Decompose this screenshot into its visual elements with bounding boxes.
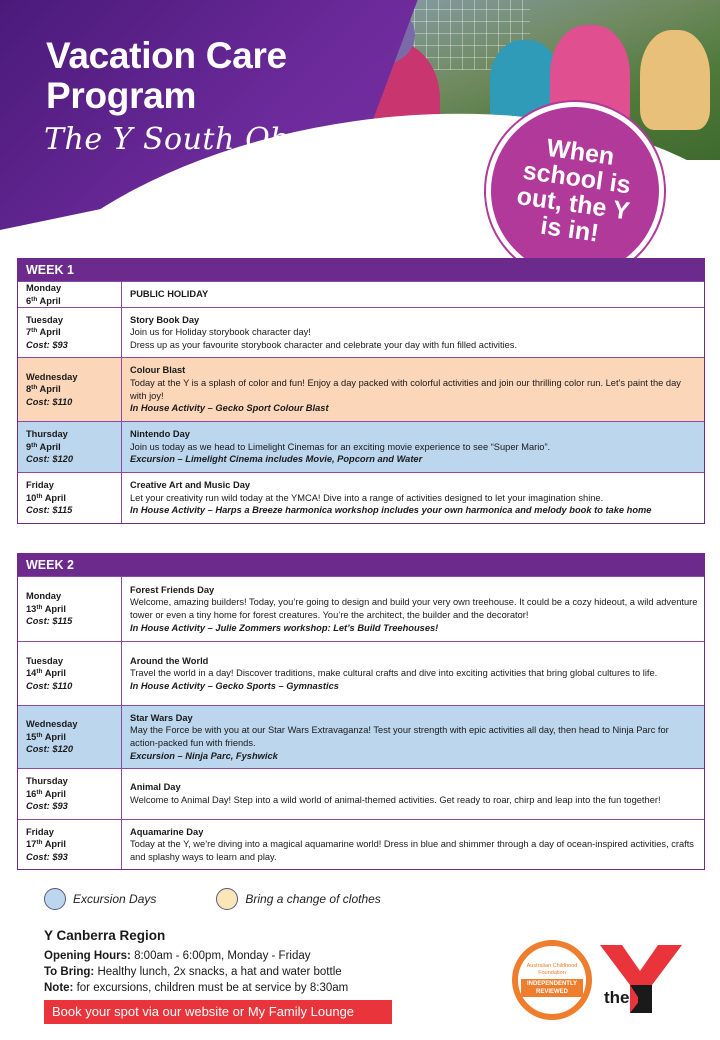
date-cell	[18, 642, 122, 705]
independently-reviewed-seal	[512, 940, 592, 1020]
activity-cell	[122, 642, 704, 705]
date-month: April	[37, 295, 61, 306]
clothes-swatch-icon	[216, 888, 238, 910]
page-title	[46, 36, 287, 116]
day-cost: Cost: $115	[26, 616, 73, 627]
date-month: April	[42, 731, 66, 742]
table-row	[18, 576, 704, 641]
week-1-header: WEEK 1	[18, 259, 704, 281]
day-cost: Cost: $115	[26, 505, 73, 516]
day-date	[26, 326, 121, 339]
activity-note: In House Activity – Gecko Sport Colour Blast	[130, 403, 329, 414]
day-name: Thursday	[26, 429, 68, 440]
activity-title: Animal Day	[130, 782, 181, 793]
activity-cell	[122, 422, 704, 472]
child-figure	[640, 30, 710, 130]
day-cost: Cost: $93	[26, 851, 68, 862]
date-suffix: th	[36, 492, 43, 500]
activity-description: Welcome, amazing builders! Today, you’re going to design and build your very own treehouse. It could be a cozy hideout, a wild adventure tower or even a tiny home for forest creatures. You’re the architect, the builder and the decorator!	[130, 597, 698, 620]
date-month: April	[42, 839, 66, 850]
date-cell	[18, 769, 122, 819]
day-name: Monday	[26, 591, 62, 602]
table-row	[18, 421, 704, 472]
table-row	[18, 307, 704, 357]
seal-org-text: Australian Childhood Foundation	[526, 963, 578, 976]
day-date	[26, 441, 121, 454]
table-row	[18, 281, 704, 307]
date-suffix: th	[36, 731, 43, 739]
activity-cell	[122, 706, 704, 768]
day-date	[26, 295, 121, 308]
date-suffix: th	[31, 327, 38, 335]
table-row	[18, 705, 704, 768]
activity-cell	[122, 577, 704, 641]
date-suffix: th	[36, 839, 43, 847]
date-number: 10	[26, 492, 37, 503]
day-date	[26, 838, 121, 851]
note-label: Note:	[44, 982, 74, 994]
date-suffix: th	[31, 295, 38, 303]
date-month: April	[42, 668, 66, 679]
activity-description: Today at the Y, we’re diving into a magical aquamarine world! Dress in blue and shimmer through a day of ocean-inspired activities, crafts and splashy ways to learn and play.	[130, 839, 694, 862]
activity-description: Dress up as your favourite storybook character and celebrate your day with fun filled activities.	[130, 339, 518, 350]
day-name: Friday	[26, 480, 54, 491]
date-month: April	[37, 384, 61, 395]
day-cost: Cost: $110	[26, 680, 73, 691]
activity-description: Join us for Holiday storybook character day!	[130, 327, 311, 338]
activity-title: Forest Friends Day	[130, 584, 215, 595]
day-date	[26, 788, 121, 801]
date-number: 16	[26, 788, 37, 799]
to-bring	[44, 966, 342, 978]
day-cost: Cost: $93	[26, 339, 68, 350]
activity-cell	[122, 358, 704, 421]
activity-title: PUBLIC HOLIDAY	[130, 289, 209, 300]
date-cell	[18, 473, 122, 523]
day-date	[26, 383, 121, 396]
slogan-text: When school is out, the Y is in!	[515, 133, 633, 248]
date-number: 7	[26, 327, 32, 338]
date-cell	[18, 422, 122, 472]
region-heading: Y Canberra Region	[44, 928, 166, 943]
date-cell	[18, 308, 122, 357]
logo-the-text: the	[604, 988, 630, 1007]
activity-note: Excursion – Ninja Parc, Fyshwick	[130, 750, 278, 761]
date-cell	[18, 282, 122, 307]
hours-value: 8:00am - 6:00pm, Monday - Friday	[130, 950, 311, 962]
date-cell	[18, 820, 122, 869]
day-date	[26, 492, 121, 505]
table-row	[18, 768, 704, 819]
note-value: for excursions, children must be at service by 8:30am	[73, 982, 349, 994]
bring-label: To Bring:	[44, 966, 95, 978]
day-cost: Cost: $120	[26, 454, 74, 465]
date-number: 8	[26, 384, 32, 395]
day-date	[26, 667, 121, 680]
seal-band-text: INDEPENDENTLY REVIEWED	[521, 979, 583, 997]
day-name: Wednesday	[26, 719, 78, 730]
day-name: Tuesday	[26, 314, 64, 325]
hours-label: Opening Hours:	[44, 950, 131, 962]
date-month: April	[42, 492, 66, 503]
week-2-table	[17, 553, 705, 870]
date-number: 9	[26, 441, 32, 452]
activity-title: Star Wars Day	[130, 712, 193, 723]
title-line-2: Program	[46, 75, 197, 116]
activity-note: In House Activity – Gecko Sports – Gymnastics	[130, 680, 339, 691]
activity-description: May the Force be with you at our Star Wars Extravaganza! Test your strength with epic activities all day, then head to Ninja Parc for action-packed fun with friends.	[130, 725, 669, 748]
legend-excursion-label: Excursion Days	[73, 892, 157, 906]
activity-cell	[122, 282, 704, 307]
date-suffix: th	[31, 384, 38, 392]
date-month: April	[42, 603, 66, 614]
date-number: 17	[26, 839, 37, 850]
activity-title: Aquamarine Day	[130, 826, 204, 837]
table-row	[18, 357, 704, 421]
opening-hours	[44, 950, 311, 962]
date-suffix: th	[31, 441, 38, 449]
activity-cell	[122, 820, 704, 869]
activity-title: Creative Art and Music Day	[130, 480, 251, 491]
week-2-header: WEEK 2	[18, 554, 704, 576]
bring-value: Healthy lunch, 2x snacks, a hat and water bottle	[94, 966, 342, 978]
day-name: Friday	[26, 826, 54, 837]
booking-banner[interactable]: Book your spot via our website or My Family Lounge	[44, 1000, 392, 1024]
day-date	[26, 603, 121, 616]
activity-cell	[122, 473, 704, 523]
date-month: April	[37, 441, 61, 452]
activity-cell	[122, 308, 704, 357]
legend-clothes-label: Bring a change of clothes	[245, 892, 381, 906]
day-cost: Cost: $93	[26, 801, 68, 812]
activity-title: Nintendo Day	[130, 429, 190, 440]
date-cell	[18, 358, 122, 421]
activity-note: In House Activity – Julie Zommers workshop: Let’s Build Treehouses!	[130, 622, 439, 633]
week-1-table	[17, 258, 705, 524]
table-row	[18, 819, 704, 869]
day-cost: Cost: $110	[26, 396, 73, 407]
activity-title: Colour Blast	[130, 365, 186, 376]
day-name: Wednesday	[26, 371, 78, 382]
date-number: 13	[26, 603, 37, 614]
activity-cell	[122, 769, 704, 819]
day-name: Thursday	[26, 776, 68, 787]
date-suffix: th	[36, 603, 43, 611]
table-row	[18, 641, 704, 705]
activity-title: Around the World	[130, 655, 209, 666]
excursion-swatch-icon	[44, 888, 66, 910]
date-cell	[18, 706, 122, 768]
activity-description: Travel the world in a day! Discover traditions, make cultural crafts and dive into exciting activities that bring global cultures to life.	[130, 668, 658, 679]
activity-title: Story Book Day	[130, 314, 200, 325]
date-number: 14	[26, 668, 37, 679]
day-name: Tuesday	[26, 655, 64, 666]
legend	[44, 888, 441, 910]
date-month: April	[42, 788, 66, 799]
date-cell	[18, 577, 122, 641]
table-row	[18, 472, 704, 523]
date-month: April	[37, 327, 61, 338]
date-suffix: th	[36, 668, 43, 676]
day-date	[26, 731, 121, 744]
activity-description: Welcome to Animal Day! Step into a wild world of animal-themed activities. Get ready to roar, chirp and leap into the fun together!	[130, 795, 661, 805]
date-number: 15	[26, 731, 37, 742]
activity-description: Today at the Y is a splash of color and fun! Enjoy a day packed with colorful activities and join our thrilling color run. Let’s paint the day with joy!	[130, 377, 681, 401]
activity-description: Let your creativity run wild today at the YMCA! Dive into a range of activities designed to let your imagination shine.	[130, 492, 604, 503]
activity-note: In House Activity – Harps a Breeze harmonica workshop includes your own harmonica and melody book to take home	[130, 505, 652, 516]
date-suffix: th	[36, 788, 43, 796]
date-number: 6	[26, 295, 32, 306]
title-line-1: Vacation Care	[46, 35, 287, 76]
activity-note: Excursion – Limelight Cinema includes Movie, Popcorn and Water	[130, 454, 423, 465]
activity-description: Join us today as we head to Limelight Cinemas for an exciting movie experience to see “Super Mario”.	[130, 441, 551, 452]
day-cost: Cost: $120	[26, 744, 74, 755]
excursion-note	[44, 982, 348, 994]
location-script: The Y South Qbn	[44, 122, 310, 157]
day-name: Monday	[26, 282, 62, 293]
